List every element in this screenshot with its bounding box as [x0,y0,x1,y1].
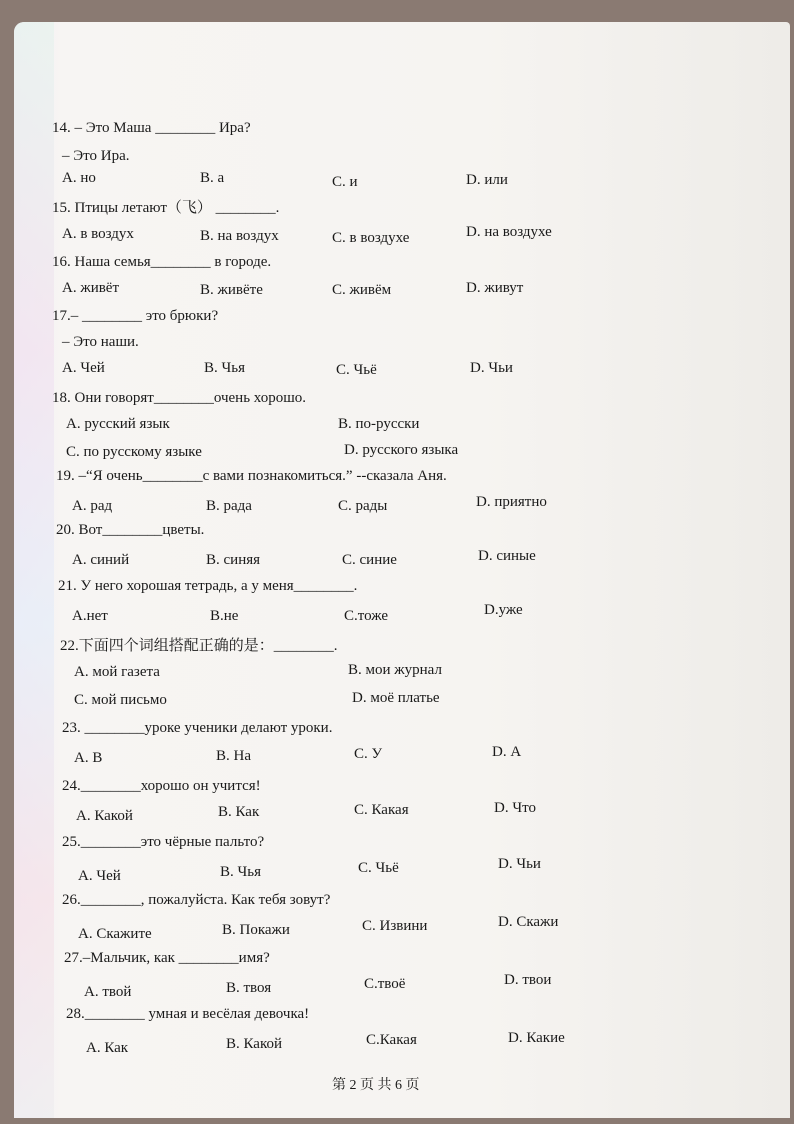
question-26-option: C. Извини [362,918,428,934]
question-19-option: D. приятно [476,494,547,510]
question-19-option: B. рада [206,498,252,514]
question-15-option: D. на воздухе [466,224,552,240]
question-23-option: A. В [74,750,103,766]
question-27-option: D. твои [504,972,552,988]
question-22-option: B. мои журнал [348,662,442,678]
question-17-option: C. Чьё [336,362,377,378]
question-14-reply: – Это Ира. [62,148,130,164]
question-23-stem: 23. ________уроке ученики делают уроки. [62,720,333,736]
question-17-option: A. Чей [62,360,105,376]
question-19-option: A. рад [72,498,113,514]
question-27-stem: 27.–Мальчик, как ________имя? [64,950,270,966]
question-25-stem: 25.________это чёрные пальто? [62,834,265,850]
question-24-option: A. Какой [76,808,133,824]
question-17-stem: 17.– ________ это брюки? [52,308,219,324]
question-28-option: D. Какие [508,1030,565,1046]
question-27-option: B. твоя [226,980,272,996]
question-16-option: C. живём [332,282,392,298]
question-23-option: D. А [492,744,522,760]
question-28-option: A. Как [86,1040,129,1056]
question-26-option: A. Скажите [78,926,152,942]
question-25-option: C. Чьё [358,860,399,876]
question-21-option: D.уже [484,602,523,618]
question-20-option: C. синие [342,552,397,568]
question-14-option: C. и [332,174,358,190]
question-24-option: B. Как [218,804,260,820]
question-15-stem: 15. Птицы летают（飞） ________. [52,200,280,216]
question-23-option: C. У [354,746,383,762]
question-25-option: B. Чья [220,864,261,880]
question-18-option: D. русского языка [344,442,459,458]
question-14-stem: 14. – Это Маша ________ Ира? [52,120,251,136]
question-27-option: C.твоё [364,976,406,992]
question-25-option: A. Чей [78,868,121,884]
question-28-option: B. Какой [226,1036,283,1052]
question-23-option: B. На [216,748,251,764]
question-26-option: B. Покажи [222,922,290,938]
question-24-stem: 24.________хорошо он учится! [62,778,261,794]
question-16-stem: 16. Наша семья________ в городе. [52,254,272,270]
question-24-option: D. Что [494,800,536,816]
question-16-option: D. живут [466,280,524,296]
question-27-option: A. твой [84,984,132,1000]
color-tint [14,22,54,1118]
question-14-option: D. или [466,172,508,188]
question-21-option: B.не [210,608,239,624]
question-15-option: B. на воздух [200,228,279,244]
question-14-option: B. а [200,170,225,186]
question-16-option: A. живёт [62,280,120,296]
question-28-option: C.Какая [366,1032,417,1048]
question-17-option: D. Чьи [470,360,513,376]
question-20-option: A. синий [72,552,130,568]
question-19-option: C. рады [338,498,388,514]
question-22-option: D. моё платье [352,690,440,706]
question-15-option: A. в воздух [62,226,134,242]
question-20-option: D. синые [478,548,536,564]
question-21-option: A.нет [72,608,108,624]
question-19-stem: 19. –“Я очень________с вами познакомиться.” --сказала Аня. [56,468,447,484]
question-21-option: C.тоже [344,608,389,624]
question-17-reply: – Это наши. [62,334,139,350]
question-18-stem: 18. Они говорят________очень хорошо. [52,390,307,406]
question-18-option: C. по русскому языке [66,444,202,460]
question-26-option: D. Скажи [498,914,559,930]
question-21-stem: 21. У него хорошая тетрадь, а у меня________. [58,578,358,594]
question-16-option: B. живёте [200,282,263,298]
question-24-option: C. Какая [354,802,409,818]
question-22-stem: 22.下面四个词组搭配正确的是：________. [60,638,338,654]
question-14-option: A. но [62,170,96,186]
question-20-stem: 20. Вот________цветы. [56,522,205,538]
page-footer: 第 2 页 共 6 页 [332,1078,420,1093]
exam-page [14,22,790,1118]
question-26-stem: 26.________, пожалуйста. Как тебя зовут? [62,892,331,908]
question-18-option: B. по-русски [338,416,420,432]
question-18-option: A. русский язык [66,416,170,432]
question-22-option: A. мой газета [74,664,160,680]
question-15-option: C. в воздухе [332,230,410,246]
question-25-option: D. Чьи [498,856,541,872]
question-20-option: B. синяя [206,552,261,568]
question-28-stem: 28.________ умная и весёлая девочка! [66,1006,310,1022]
question-17-option: B. Чья [204,360,245,376]
question-22-option: C. мой письмо [74,692,167,708]
